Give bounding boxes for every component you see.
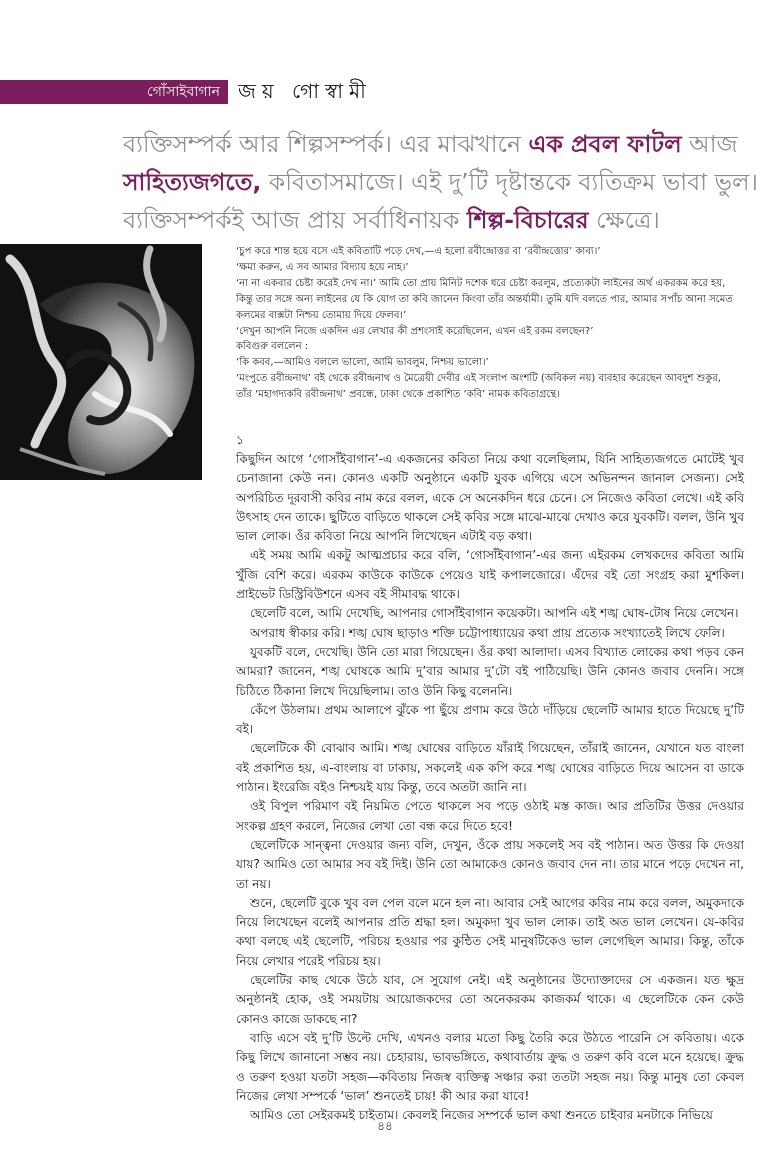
series-header-band (0, 80, 228, 104)
pull-quote-highlight: সাহিত্যজগতে, (123, 168, 262, 196)
excerpt-line: ‘কি কবব,—আমিও বললে ভালো, আমি ভাবলুম, নিশ্চয় ভালো।’ (236, 357, 489, 369)
pull-quote-text: আজ (681, 130, 738, 158)
page-number: ৪৪ (377, 1119, 393, 1133)
body-paragraph: ছেলেটিকে সান্ত্বনা দেওয়ার জন্য বলি, দেখুন, ওঁকে প্রায় সকলেই সব বই পাঠান। অত উত্তর কি দেওয়া যায়? আমিও তো আমার সব বই দিই। উনি তো আমাকেও কোনও জবাব দেন না। তার মানে পড়ে দেখেন না, তা নয়। (236, 837, 744, 891)
excerpt-line: ‘চুপ করে শান্ত হয়ে বসে এই কবিতাটি পড়ে দেখ,—এ হলো রবীন্দ্রোত্তর বা ‘রবীন্দ্রত্তোর’ কাব্য।’ (236, 246, 601, 257)
pull-quote-text: কবিতাসমাজে। এই দু’টি দৃষ্টান্তকে ব্যতিক্রম ভাবা ভুল। ব্যক্তিসম্পর্কই আজ প্রায় সর্বাধিনায়ক (123, 168, 758, 234)
body-paragraph: ছেলেটি বলে, আমি দেখেছি, আপনার গোসাঁইবাগান কয়েকটা। আপনি এই শঙ্খ ঘোষ-টোষ নিয়ে লেখেন। (250, 606, 739, 621)
pull-quote (123, 125, 763, 239)
excerpt-source-note: ‘মংপুতে রবীন্দ্রনাথ’ বই থেকে রবীন্দ্রনাথ ও মৈত্রেয়ী দেবীর এই সংলাপ অংশটি (অবিকল নয়) ব্যবহার করেছেন আবদুশ শুকুর, তাঁর ‘মহাগদ্যকবি রবীন্দ্রনাথ’ প্রবন্ধে, ঢাকা থেকে প্রকাশিত ‘কবি’ নামক কবিতাগ্রন্থে। (236, 373, 721, 401)
article-body (236, 432, 744, 1125)
excerpt-line: কবিগুরু বললেন : (236, 341, 309, 353)
body-paragraph: বাড়ি এসে বই দু’টি উল্টে দেখি, এখনও বলার মতো কিছু তৈরি করে উঠতে পারেনি সে কবিতায়। একে কিছু লিখে জানানো সম্ভব নয়। চেহারায়, ভাবভঙ্গিতে, কথাবার্তায় ক্রুদ্ধ ও তরুণ কবি বলে মনে হয়েছে। ক্রুদ্ধ ও তরুণ হওয়া যতটা সহজ—কবিতায় নিজস্ব ব্যক্তিত্ব সঞ্চার করা ততটা সহজ নয়। কিন্তু মানুষ তো কেবল নিজের লেখা সম্পর্কে ‘ভাল’ শুনতেই চায়! কী আর করা যাবে! (236, 1030, 744, 1103)
body-paragraph: ওই বিপুল পরিমাণ বই নিয়মিত পেতে থাকলে সব পড়ে ওঠাই মস্ত কাজ। আর প্রতিটির উত্তর দেওয়ার সংকল্প গ্রহণ করলে, নিজের লেখা তো বন্ধ করে দিতে হবে! (236, 799, 744, 833)
body-paragraph: যুবকটি বলে, দেখেছি। উনি তো মারা গিয়েছেন। ওঁর কথা আলাদা। এসব বিখ্যাত লোকের কথা পড়ব কেন আমরা? জানেন, শঙ্খ ঘোষকে আমি দু’বার আমার দু’টো বই পাঠিয়েছি। উনি কোনও জবাব দেননি। সঙ্গে চিঠিতে ঠিকানা লিখে দিয়েছিলাম। তাও উনি কিছু বলেননি। (236, 644, 744, 698)
body-paragraph: কেঁপে উঠলাম। প্রথম আলাপে ঝুঁকে পা ছুঁয়ে প্রণাম করে উঠে দাঁড়িয়ে ছেলেটি আমার হাতে দিয়েছে দু’টি বই। (236, 702, 744, 737)
series-title: গোঁসাইবাগান (147, 84, 220, 100)
body-paragraph: শুনে, ছেলেটি বুকে খুব বল পেল বলে মনে হল না। আবার সেই আগের কবির নাম করে বলল, অমুকদাকে নিয়ে লিখেছেন বলেই আপনার প্রতি শ্রদ্ধা হল। অমুকদা খুব ভাল লোক। তাই অত ভাল লেখেন। যে-কবির কথা বলছে এই ছেলেটি, পরিচয় হওয়ার পর কুন্ঠিত সেই মানুষটিকেও ভাল লেগেছিল আমার। কিন্তু, তাঁকে নিয়ে লেখার পরেই পরিচয় হয়। (236, 895, 744, 968)
body-paragraph: আমিও তো সেইরকমই চাইতাম। কেবলই নিজের সম্পর্কে ভাল কথা শুনতে চাইবার মনটাকে নিভিয়ে (250, 1108, 713, 1123)
excerpt-line: ‘ক্ষমা করুন, এ সব আমার বিদ্যায় হয়ে নাহ।’ (236, 261, 409, 273)
excerpt-line: ‘না না একবার চেষ্টা করেই দেখ না।’ আমি তো প্রায় মিনিট দশেক ধরে চেষ্টা করলুম, প্রত্যেকটা লাইনের অর্থ একরকম করে হয়, কিন্তু তার সঙ্গে অন্য লাইনের যে কি যোগ তা কবি জানেন কিংবা তাঁর অন্তর্যামী। তুমি যদি বলতে পার, আমার সপাঁচ আনা সমেত কলমের বাক্সটা নিশ্চয় তোমায় দিয়ে ফেলব।’ (236, 277, 733, 321)
body-paragraph: এই সময় আমি একটু আত্মপ্রচার করে বলি, ‘গোসাঁইবাগান’-এর জন্য এইরকম লেখকদের কবিতা আমি খুঁজি বেশি করে। এরকম কাউকে কাউকে পেয়েও যাই কপালজোরে। এঁদের বই তো সংগ্রহ করা মুশকিল। প্রাইভেট ডিস্ট্রিবিউশনে এসব বই সীমাবদ্ধ থাকে। (236, 548, 744, 602)
abstract-brushstroke-image (0, 244, 202, 480)
author-name: জয় গোস্বামী (238, 79, 372, 103)
body-paragraph: ছেলেটির কাছ থেকে উঠে যাব, সে সুযোগ নেই। এই অনুষ্ঠানের উদ্যোক্তাদের সে একজন। যত ক্ষুদ্র অনুষ্ঠানই হোক, ওই সময়টায় আয়োজকদের তো অনেকরকম কাজকর্ম থাকে। এ ছেলেটিকে কেন কেউ কোনও কাজে ডাকছে না? (236, 973, 744, 1026)
excerpt-line: ‘দেখুন আপনি নিজে একদিন এর লেখার কী প্রশংসাই করেছিলেন, এখন এই রকম বলছেন?’ (236, 325, 594, 337)
pull-quote-highlight: এক প্রবল ফাটল (528, 130, 682, 158)
body-paragraph: কিছুদিন আগে ‘গোসাঁইবাগান’-এ একজনের কবিতা নিয়ে কথা বলেছিলাম, যিনি সাহিত্যজগতে মোটেই খুব চেনাজানা কেউ নন। কোনও একটি অনুষ্ঠানে একটি যুবক এগিয়ে এসে অভিনন্দন জানাল সেজন্য। সেই অপরিচিত দূরবাসী কবির নাম করে বলল, একে সে অনেকদিন ধরে চেনে। সে নিজেও কবিতা লেখে। এই কবি উৎসাহ দেন তাকে। ছুটিতে বাড়িতে থাকলে সেই কবির সঙ্গে মাঝে-মাঝে দেখাও করে যুবকটি। বলল, উনি খুব ভাল লোক। ওঁর কবিতা নিয়ে আপনি লিখেছেন এটাই বড় কথা। (236, 452, 744, 544)
section-number: ১ (236, 433, 244, 447)
epigraph-excerpt (236, 244, 736, 403)
pull-quote-text: ক্ষেত্রে। (588, 206, 660, 234)
pull-quote-text: ব্যক্তিসম্পর্ক আর শিল্পসম্পর্ক। এর মাঝখানে (123, 130, 529, 158)
pull-quote-highlight: শিল্প-বিচারের (466, 206, 589, 234)
body-paragraph: অপরাধ স্বীকার করি। শঙ্খ ঘোষ ছাড়াও শক্তি চট্টোপাধ্যায়ের কথা প্রায় প্রত্যেক সংখ্যাতেই লিখে ফেলি। (250, 625, 725, 640)
body-paragraph: ছেলেটিকে কী বোঝাব আমি। শঙ্খ ঘোষের বাড়িতে যাঁরাই গিয়েছেন, তাঁরাই জানেন, যেখানে যত বাংলা বই প্রকাশিত হয়, এ-বাংলায় বা ঢাকায়, সকলেই এক কপি করে শঙ্খ ঘোষের বাড়িতে দিয়ে আসেন বা ডাকে পাঠান। ইংরেজি বইও নিশ্চয়ই যায় কিন্তু, তবে অতটা জানি না। (236, 741, 744, 795)
